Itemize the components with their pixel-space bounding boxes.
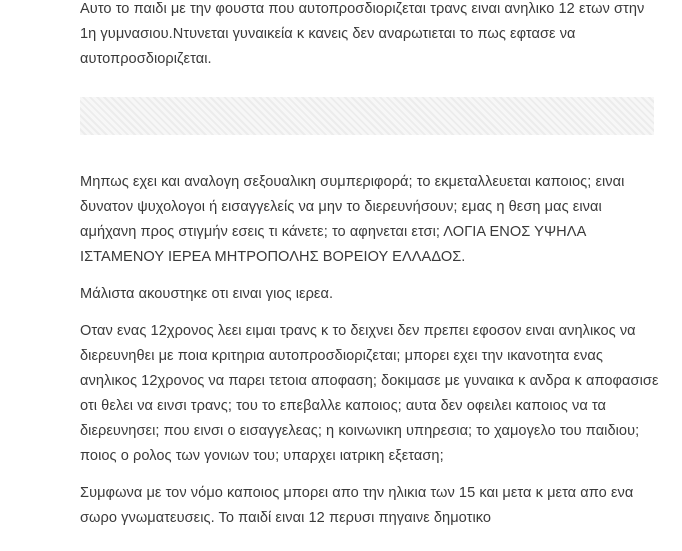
article-paragraph-4: Οταν ενας 12χρονος λεει ειμαι τρανς κ το δειχνει δεν πρεπει εφοσον ειναι ανηλικος να διερευνηθει με ποια κριτηρια αυτοπροσδιοριζεται; μπορει εχει την ικανοτητα ενας ανηλικος 12χρονος να παρει τετοια αποφαση; δοκιμασε με γυναικα κ ανδρα κ αποφασισε οτι θελει να εινσι τρανς; του το επεβαλλε καποιος; αυτα δεν οφειλει καποιος να τα διερευνησει; που εινσι ο εισαγγελεας; η κοινωνικη υπηρεσια; το χαμογελο του παιδιου; ποιος ο ρολος των γονιων του; υπαρχει ιατρικη εξεταση;	[80, 323, 659, 464]
article-body	[80, 0, 660, 531]
article-paragraph-1: Αυτο το παιδι με την φουστα που αυτοπροσδιοριζεται τρανς ειναι ανηλικο 12 ετων στην 1η γυμνασιου.Ντυνεται γυναικεία κ κανεις δεν αναρωτιεται το πως εφτασε να αυτοπροσδιοριζεται.	[80, 1, 645, 67]
image-placeholder	[80, 97, 654, 135]
article-paragraph-2: Μηπως εχει και αναλογη σεξουαλικη συμπεριφορά; το εκμεταλλευεται καποιος; ειναι δυνατον ψυχολογοι ή εισαγγελείς να μην το διερευνήσουν; εμας η θεση μας ειναι αμήχανη προς στιγμήν εσεις τι κάνετε; το αφηνεται ετσι; ΛΟΓΙΑ ΕΝΟΣ ΥΨΗΛΑ ΙΣΤΑΜΕΝΟΥ ΙΕΡΕΑ ΜΗΤΡΟΠΟΛΗΣ ΒΟΡΕΙΟΥ ΕΛΛΑΔΟΣ.	[80, 174, 625, 265]
article-paragraph-5: Συμφωνα με τον νόμο καποιος μπορει απο την ηλικια των 15 και μετα κ μετα απο ενα σωρο γνωματευσεις. Το παιδί ειναι 12 περυσι πηγαινε δημοτικο	[80, 485, 634, 526]
article-paragraph-3: Μάλιστα ακουστηκε οτι ειναι γιος ιερεα.	[80, 286, 334, 302]
